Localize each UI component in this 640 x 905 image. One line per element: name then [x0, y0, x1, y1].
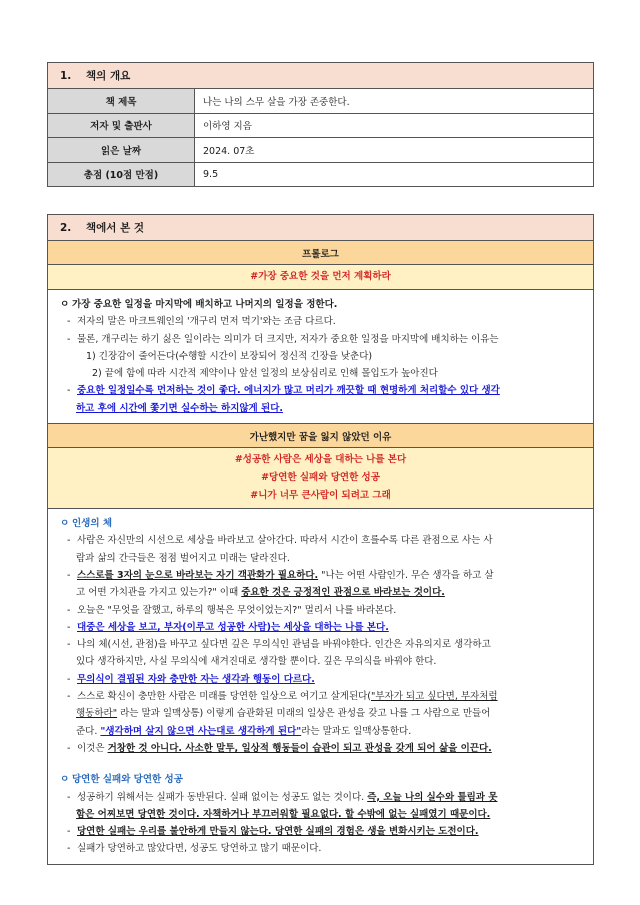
- author-value: 이하영 지음: [195, 113, 594, 138]
- text-line: - 나의 체(시선, 관점)을 바꾸고 싶다면 깊은 무의식인 관념을 바꿔야한다. 인간은 자유의지로 생각하고: [67, 639, 491, 651]
- section1-title: 책의 개요: [86, 70, 131, 82]
- read-date-value: 2024. 07초: [195, 138, 594, 163]
- chapter-tag: #니가 너무 큰사람이 되려고 그래: [250, 490, 391, 502]
- text-line: - 성공하기 위해서는 실패가 동반된다. 실패 없이는 성공도 없는 것이다. 즉, 오늘 나의 실수와 틀림과 못: [67, 791, 498, 803]
- text-line: - 무의식이 결핍된 자와 충만한 자는 생각과 행동이 다르다.: [67, 673, 315, 685]
- text-line: 하고 후에 시간에 쫓기면 실수하는 하지않게 된다.: [76, 402, 283, 414]
- text-line: 람과 삶의 간극들은 점점 벌어지고 미래는 달라진다.: [76, 552, 290, 564]
- book-title-value: 나는 나의 스무 살을 가장 존중한다.: [195, 89, 594, 114]
- text-line: - 당연한 실패는 우리를 불안하게 만들지 않는다. 당연한 실패의 경험은 생을 변화시키는 도전이다.: [67, 826, 479, 838]
- section2-header: [48, 215, 594, 241]
- text-line: - 물론, 개구리는 하기 싫은 일이라는 의미가 더 크지만, 저자가 중요한 일정을 마지막에 배치하는 이유는: [67, 333, 499, 345]
- life-sieve-bullet: ㅇ 인생의 체: [60, 515, 581, 532]
- book-notes-table: [47, 214, 594, 865]
- score-value: 9.5: [195, 162, 594, 187]
- text-line: 함은 어찌보면 당연한 것이다. 자책하거나 부끄러워할 필요없다. 할 수밖에 없는 실패였기 때문이다.: [76, 808, 491, 820]
- text-line: 고 어떤 가치관을 가지고 있는가?" 이때 중요한 것은 긍정적인 관점으로 바라보는 것이다.: [76, 587, 445, 599]
- score-label: 총점 (10점 만점): [48, 162, 195, 187]
- circle-bullet-icon: ㅇ: [60, 299, 70, 310]
- text-line: - 스스로 확신이 충만한 사람은 미래를 당연한 일상으로 여기고 살게된다("부자가 되고 싶다면, 부자처럼: [67, 691, 498, 703]
- section1-header: [48, 63, 594, 89]
- prologue-tag: #가장 중요한 것을 먼저 계획하라: [48, 265, 594, 290]
- failure-success-bullet: ㅇ 당연한 실패와 당연한 성공: [60, 771, 581, 788]
- text-line: - 오늘은 "무엇을 잘했고, 하루의 행복은 무엇이었는지?" 멀리서 나를 바라본다.: [67, 604, 397, 616]
- section1-number: 1.: [60, 70, 72, 82]
- author-label: 저자 및 출판사: [48, 113, 195, 138]
- chapter-tags: [48, 448, 594, 509]
- text-line: - 사람은 자신만의 시선으로 세상을 바라보고 살아간다. 따라서 시간이 흐를수록 다른 관점으로 사는 사: [67, 535, 493, 547]
- chapter-body: [48, 509, 594, 865]
- circle-bullet-icon: ㅇ: [60, 774, 70, 786]
- prologue-bullet: ㅇ 가장 중요한 일정을 마지막에 배치하고 나머지의 일정을 정한다.: [60, 296, 581, 313]
- chapter-heading: 가난했지만 꿈을 잃지 않았던 이유: [48, 424, 594, 448]
- text-line: 준다. "생각하며 살지 않으면 사는대로 생각하게 된다"라는 말과도 일맥상통한다.: [76, 725, 412, 737]
- chapter-tag: #당연한 실패와 당연한 성공: [261, 472, 380, 484]
- text-line: - 스스로를 3자의 눈으로 바라보는 자기 객관화가 필요하다. "나는 어떤 사람인가. 무슨 생각을 하고 살: [67, 569, 494, 581]
- text-line: 있다 생각하지만, 사실 무의식에 새겨진대로 생각할 뿐이다. 깊은 무의식을 바꿔야 한다.: [76, 656, 437, 668]
- read-date-label: 읽은 날짜: [48, 138, 195, 163]
- section2-number: 2.: [60, 222, 72, 234]
- circle-bullet-icon: ㅇ: [60, 518, 70, 530]
- text-line: - 실패가 당연하고 많았다면, 성공도 당연하고 많기 때문이다.: [67, 843, 322, 855]
- book-title-label: 책 제목: [48, 89, 195, 114]
- section2-title: 책에서 본 것: [86, 222, 145, 234]
- text-line: 행동하라" 라는 말과 일맥상통) 이렇게 습관화된 미래의 일상은 관성을 갖고 나를 그 사람으로 만들어: [76, 708, 491, 720]
- chapter-tag: #성공한 사람은 세상을 대하는 나를 본다: [234, 454, 407, 466]
- text-line: - 저자의 말은 마크트웨인의 '개구리 먼저 먹기'와는 조금 다르다.: [67, 316, 336, 328]
- text-line: 1) 긴장감이 줄어든다(수행할 시간이 보장되어 정신적 긴장을 낮춘다): [86, 350, 373, 362]
- book-overview-table: [47, 62, 594, 187]
- text-line: - 이것은 거창한 것 아니다. 사소한 말투, 일상적 행동들이 습관이 되고 관성을 갖게 되어 삶을 이끈다.: [67, 742, 492, 754]
- text-line: - 대중은 세상을 보고, 부자(이루고 성공한 사람)는 세상을 대하는 나를 본다.: [67, 621, 389, 633]
- text-line: 2) 끝에 함에 따라 시간적 제약이나 앞선 일정의 보상심리로 인해 몰입도가 높아진다: [92, 368, 438, 380]
- prologue-body: [48, 290, 594, 424]
- prologue-heading: 프롤로그: [48, 241, 594, 265]
- text-line: - 중요한 일정일수록 먼저하는 것이 좋다. 에너지가 많고 머리가 깨끗할 때 현명하게 처리할수 있다 생각: [67, 385, 500, 397]
